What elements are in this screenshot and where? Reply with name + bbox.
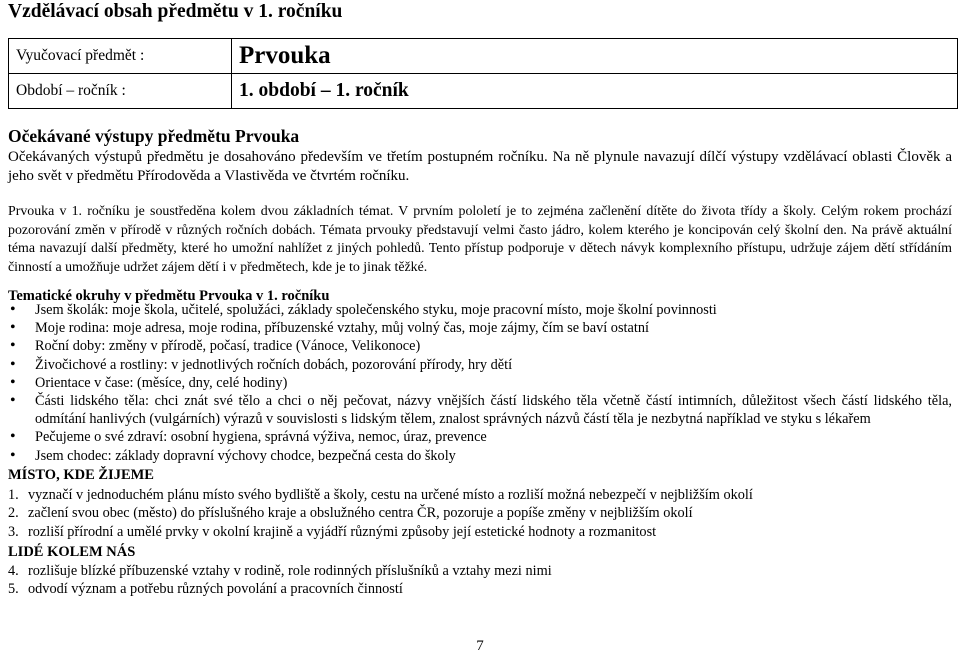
item-text: odvodí význam a potřebu různých povolání a pracovních činností [28,581,403,598]
list-item [8,486,952,504]
subject-row [9,39,958,74]
list-item [8,523,952,541]
section-place-heading: MÍSTO, KDE ŽIJEME [8,467,154,483]
section-people-heading: LIDÉ KOLEM NÁS [8,544,136,560]
list-item: • Živočichové a rostliny: v jednotlivých ročních dobách, pozorování přírody, hry dětí [8,356,952,374]
item-text: začlení svou obec (město) do příslušného kraje a obslužného centra ČR, pozoruje a popíše změny v nejbližším okolí [28,505,693,522]
list-item: • Moje rodina: moje adresa, moje rodina, příbuzenské vztahy, můj volný čas, moje zájmy, čím se baví ostatní [8,319,952,337]
list-item: • Části lidského těla: chci znát své tělo a chci o něj pečovat, názvy vnějších částí lidského těla včetně částí intimních, důležitost všech částí lidského těla, odmítání hanlivých (vulgárních) výrazů v souvislosti s lidským tělem, znalost správných názvů částí těla je nezbytná například ve styku s lékařem [8,392,952,428]
list-item [8,562,952,580]
list-item: • Jsem chodec: základy dopravní výchovy chodce, bezpečná cesta do školy [8,447,952,465]
list-item: • Jsem školák: moje škola, učitelé, spolužáci, základy společenského styku, moje pracovní místo, moje školní povinnosti [8,301,952,319]
section-place-list [8,486,952,541]
list-item: • Pečujeme o své zdraví: osobní hygiena, správná výživa, nemoc, úraz, prevence [8,428,952,446]
list-item: • Roční doby: změny v přírodě, počasí, tradice (Vánoce, Velikonoce) [8,337,952,355]
document-title: Vzdělávací obsah předmětu v 1. ročníku [8,1,343,22]
item-text: vyznačí v jednoduchém plánu místo svého bydliště a školy, cestu na určené místo a rozliší možná nebezpečí v nejbližším okolí [28,487,753,503]
outcomes-paragraph: Očekávaných výstupů předmětu je dosahováno především ve třetím postupném ročníku. Na ně plynule navazují dílčí výstupy vzdělávací oblasti Člověk a jeho svět v předmětu Přírodověda a Vlastivěda ve čtvrtém ročníku. [8,149,952,184]
item-number: 2. [8,505,19,522]
section-people-list [8,562,952,599]
period-row [9,74,958,109]
topics-list [8,301,952,465]
subject-value: Prvouka [232,39,958,74]
period-label: Období – ročník : [9,74,232,109]
page-number: 7 [476,638,484,654]
item-number: 1. [8,487,19,503]
list-item: • Orientace v čase: (měsíce, dny, celé hodiny) [8,374,952,392]
item-number: 5. [8,581,19,598]
item-text: rozliší přírodní a umělé prvky v okolní krajině a vyjádří různými způsoby její estetické hodnoty a rozmanitost [28,523,657,540]
list-item [8,580,952,598]
list-item [8,504,952,522]
topics-heading: Tematické okruhy v předmětu Prvouka v 1. ročníku [8,288,330,304]
focus-paragraph: Prvouka v 1. ročníku je soustředěna kolem dvou základních témat. V prvním pololetí je to zejména začlenění dítěte do života třídy a školy. Celým rokem prochází pozorování změn v přírodě v různých ročních dobách. Témata prvouky představují velmi často jádro, kolem kterého je koncipován celý školní den. Na právě aktuální téma navazují další předměty, které ho umožní nahlížet z jiných pohledů. Tento přístup podporuje v dětech návyk komplexního přístupu, udržuje zájem dětí střídáním činností a umožňuje udržet zájem dětí i v předmětech, kde je to jinak těžké. [8,204,952,275]
outcomes-heading: Očekávané výstupy předmětu Prvouka [8,126,300,146]
subject-info-table [8,38,958,109]
item-text: rozlišuje blízké příbuzenské vztahy v rodině, role rodinných příslušníků a vztahy mezi nimi [28,563,552,579]
subject-label: Vyučovací předmět : [9,39,232,74]
period-value: 1. období – 1. ročník [232,74,958,109]
item-number: 4. [8,563,19,579]
item-number: 3. [8,523,19,540]
